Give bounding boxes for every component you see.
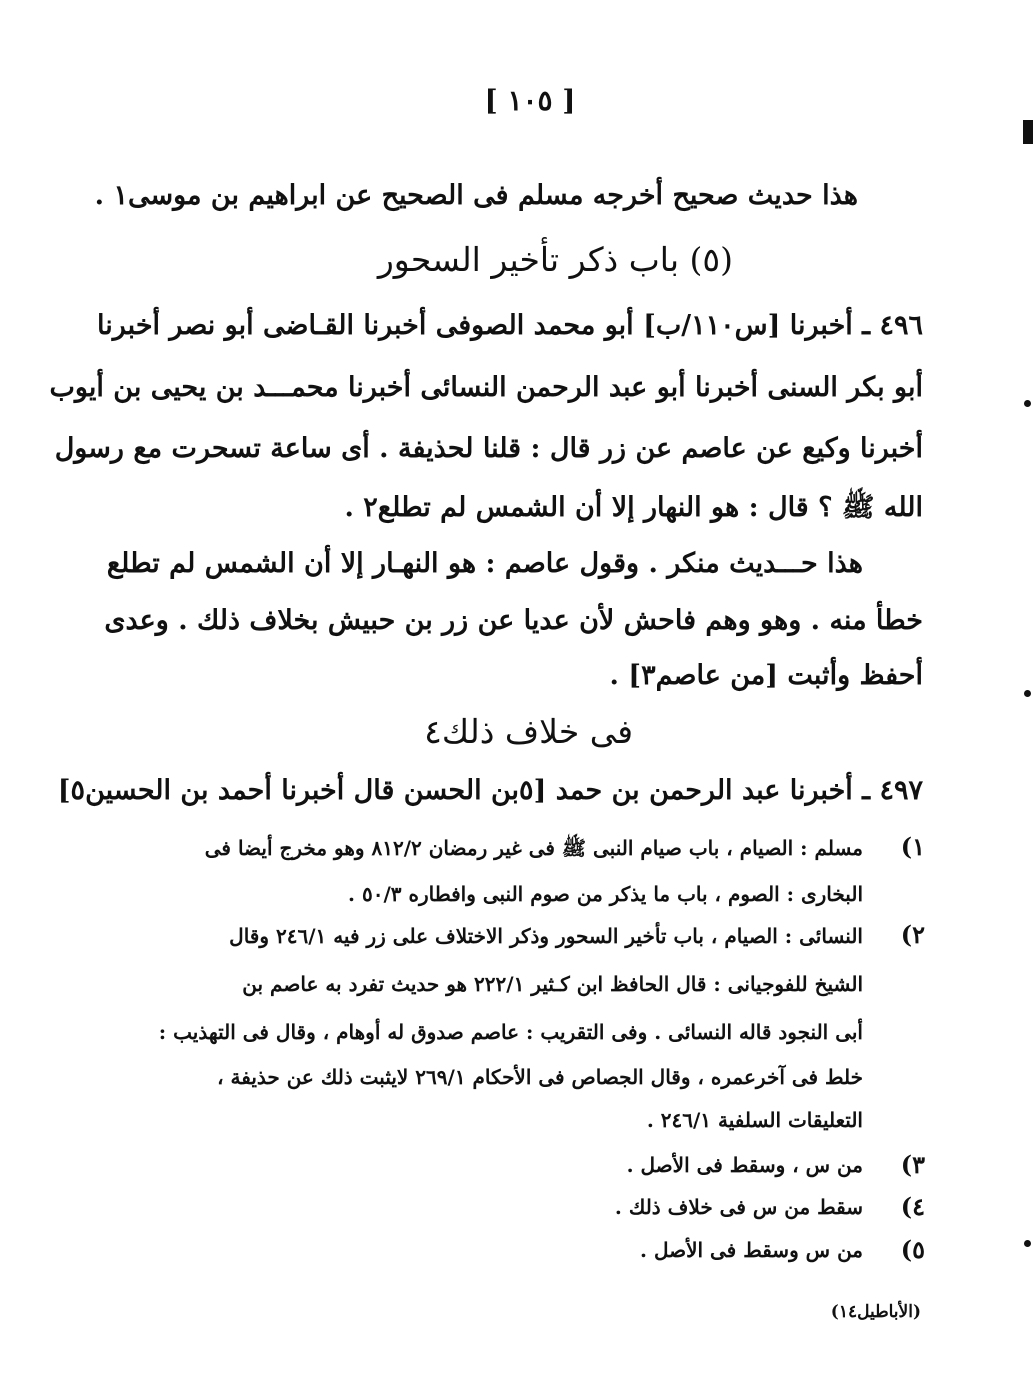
footnote-4-number: ٤) — [900, 1192, 925, 1221]
section-heading-tahir-suhur: (٥) باب ذكر تأخير السحور — [377, 240, 733, 279]
footnote-2-number: ٢) — [900, 920, 925, 949]
hadith-497-line: ٤٩٧ ـ أخبرنا عبد الرحمن بن حمد [٥بن الحسن قال أخبرنا أحمد بن الحسين٥] — [57, 775, 923, 806]
commentary-line-3: أحفظ وأثبت [من عاصم٣] . — [609, 660, 923, 691]
commentary-line-1: هذا حـــديث منكر . وقول عاصم : هو النهـار إلا أن الشمس لم تطلع — [106, 548, 863, 579]
footnote-5-line-1: من س وسقط فى الأصل . — [640, 1238, 863, 1262]
section-heading-khilaf: فى خلاف ذلك٤ — [424, 712, 633, 751]
footnote-1-number: ١) — [900, 832, 925, 861]
signature-mark: (الأباطيل١٤) — [830, 1302, 921, 1322]
scan-edge-mark — [1024, 400, 1031, 407]
footnote-3-number: ٣) — [900, 1150, 925, 1179]
footnote-1-line-1: مسلم : الصيام ، باب صيام النبى ﷺ فى غير رمضان ٨١٢/٢ وهو مخرج أيضا فى — [204, 836, 863, 860]
hadith-496-line-1: ٤٩٦ ـ أخبرنا [س١١٠/ب] أبو محمد الصوفى أخبرنا القـاضى أبو نصر أخبرنا — [97, 310, 923, 341]
footnote-5-number: ٥) — [900, 1235, 925, 1264]
page-number: [ ١٠٥ ] — [484, 84, 576, 117]
footnote-1-line-2: البخارى : الصوم ، باب ما يذكر من صوم النبى وافطاره ٥٠/٣ . — [348, 882, 863, 906]
footnote-2-line-2: الشيخ للفوجيانى : قال الحافظ ابن كـثير ٢٢٢/١ هو حديث تفرد به عاصم بن — [242, 972, 863, 996]
hadith-496-line-4: الله ﷺ ؟ قال : هو النهار إلا أن الشمس لم تطلع٢ . — [344, 492, 923, 523]
footnote-3-line-1: من س ، وسقط فى الأصل . — [626, 1153, 863, 1177]
footnote-2-line-1: النسائى : الصيام ، باب تأخير السحور وذكر الاختلاف على زر فيه ٢٤٦/١ وقال — [229, 924, 863, 948]
footnote-2-line-4: خلط فى آخرعمره ، وقال الجصاص فى الأحكام ٢٦٩/١ لايثبت ذلك عن حذيفة ، — [217, 1065, 863, 1089]
footnote-4-line-1: سقط من س فى خلاف ذلك . — [614, 1195, 863, 1219]
scan-edge-mark — [1024, 690, 1031, 697]
scan-edge-mark — [1024, 1240, 1031, 1247]
footnote-2-line-5: التعليقات السلفية ٢٤٦/١ . — [646, 1108, 863, 1132]
footnote-2-line-3: أبى النجود قاله النسائى . وفى التقريب : عاصم صدوق له أوهام ، وقال فى التهذيب : — [158, 1020, 863, 1044]
commentary-line-2: خطأ منه . وهو وهم فاحش لأن عديا عن زر بن حبيش بخلاف ذلك . وعدى — [104, 605, 923, 636]
hadith-496-line-2: أبو بكر السنى أخبرنا أبو عبد الرحمن النسائى أخبرنا محمـــد بن يحيى بن أيوب — [49, 372, 923, 403]
hadith-496-line-3: أخبرنا وكيع عن عاصم عن زر قال : قلنا لحذيفة . أى ساعة تسحرت مع رسول — [54, 433, 923, 464]
scan-edge-mark — [1023, 120, 1033, 144]
intro-line: هذا حديث صحيح أخرجه مسلم فى الصحيح عن ابراهيم بن موسى١ . — [94, 180, 858, 211]
